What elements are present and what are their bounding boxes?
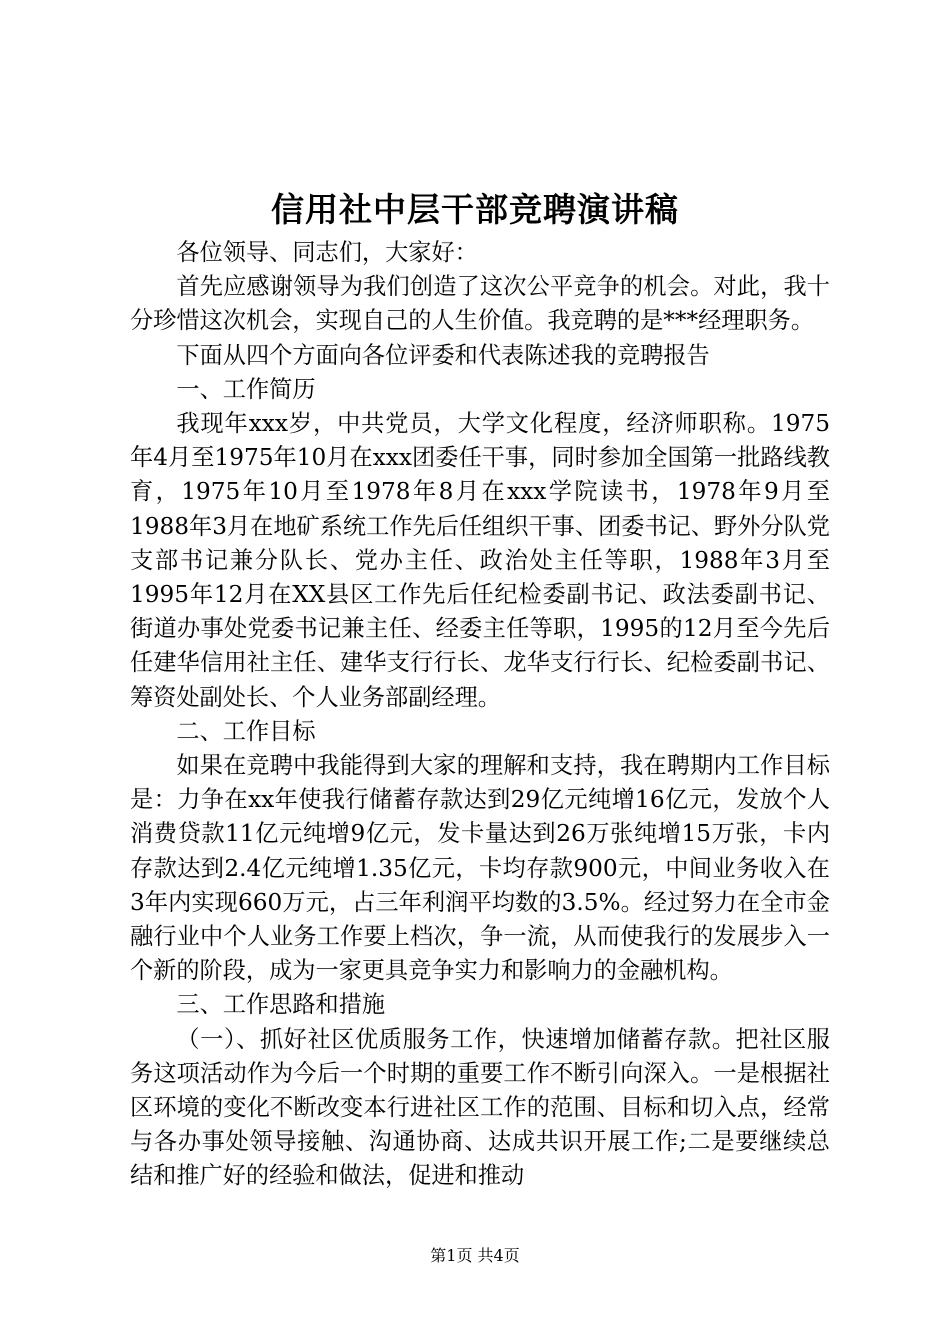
greeting-paragraph: 各位领导、同志们，大家好： bbox=[176, 239, 478, 266]
section-heading-goals: 二、工作目标 bbox=[176, 717, 316, 745]
outline-paragraph: 下面从四个方面向各位评委和代表陈述我的竞聘报告 bbox=[176, 341, 710, 369]
section-heading-measures: 三、工作思路和措施 bbox=[176, 991, 386, 1019]
document-title: 信用社中层干部竞聘演讲稿 bbox=[271, 190, 679, 229]
resume-paragraph: 我现年xxx岁，中共党员，大学文化程度，经济师职称。1975年4月至1975年10月在xxx团委任干事，同时参加全国第一批路线教育，1975年10月至1978年8月在xxx学院读书，1978年9月至1988年3月在地矿系统工作先后任组织干事、团委书记、野外分队党支部书记兼分队长、党办主任、政治处主任等职，1988年3月至1995年12月在XX县区工作先后任纪检委副书记、政法委副书记、街道办事处党委书记兼主任、经委主任等职，1995的12月至今先后任建华信用社主任、建华支行行长、龙华支行行长、纪检委副书记、筹资处副处长、个人业务部副经理。 bbox=[130, 410, 830, 711]
measures-paragraph: （一）、抓好社区优质服务工作，快速增加储蓄存款。把社区服务这项活动作为今后一个时期的重要工作不断引向深入。一是根据社区环境的变化不断改变本行进社区工作的范围、目标和切入点，经常与各办事处领导接触、沟通协商、达成共识开展工作;二是要继续总结和推广好的经验和做法，促进和推动 bbox=[130, 1025, 830, 1190]
opening-paragraph: 首先应感谢领导为我们创造了这次公平竞争的机会。对此，我十分珍惜这次机会，实现自己的人生价值。我竞聘的是***经理职务。 bbox=[130, 273, 830, 335]
page-number-footer: 第1页 共4页 bbox=[430, 1246, 520, 1265]
section-heading-resume: 一、工作简历 bbox=[176, 375, 316, 403]
goals-paragraph: 如果在竞聘中我能得到大家的理解和支持，我在聘期内工作目标是：力争在xx年使我行储蓄存款达到29亿元纯增16亿元，发放个人消费贷款11亿元纯增9亿元，发卡量达到26万张纯增15万张，卡内存款达到2.4亿元纯增1.35亿元，卡均存款900元，中间业务收入在3年内实现660万元，占三年利润平均数的3.5%。经过努力在全市金融行业中个人业务工作要上档次，争一流，从而使我行的发展步入一个新的阶段，成为一家更具竞争实力和影响力的金融机构。 bbox=[130, 752, 830, 985]
document-body bbox=[130, 236, 830, 1194]
